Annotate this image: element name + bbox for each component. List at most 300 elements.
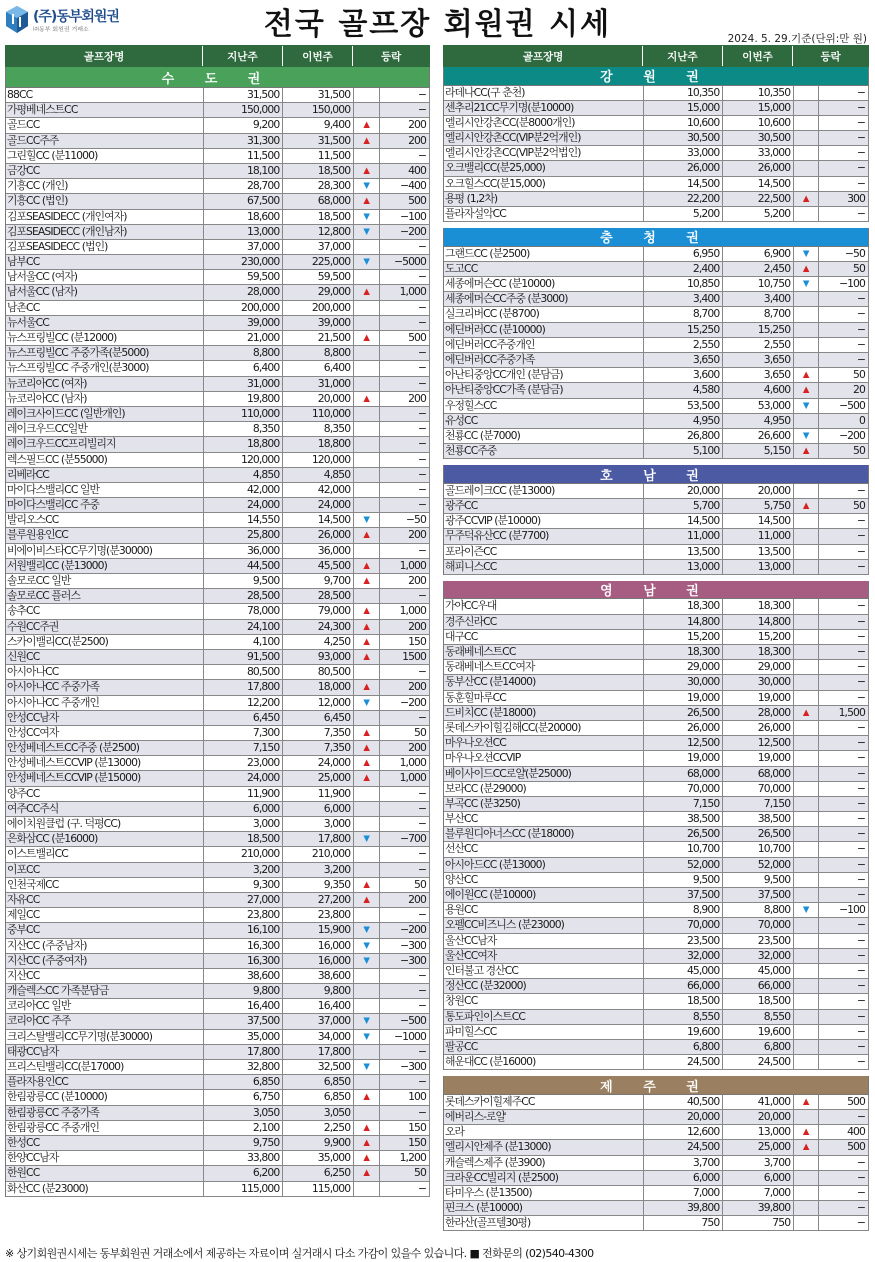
table-row	[444, 1186, 869, 1201]
change-value: −100	[819, 277, 869, 291]
this-week-price: 6,250	[283, 1166, 354, 1180]
change-value: −1000	[380, 1030, 430, 1044]
change-value: −	[819, 736, 869, 750]
trend-cell	[794, 934, 819, 948]
prev-week-price: 37,500	[204, 1014, 284, 1028]
club-name: 기흥CC (개인)	[6, 179, 204, 193]
change-value: 200	[380, 528, 430, 542]
table-row	[444, 1201, 869, 1216]
table-row	[444, 615, 869, 630]
prev-week-price: 15,250	[644, 323, 724, 337]
table-row	[444, 560, 869, 575]
prev-week-price: 45,000	[644, 964, 724, 978]
prev-week-price: 24,000	[204, 498, 284, 512]
prev-week-price: 11,900	[204, 787, 284, 801]
up-arrow-icon: ▲	[354, 650, 380, 664]
change-value: −	[819, 560, 869, 574]
club-name: 은화삼CC (분16000)	[6, 832, 204, 846]
club-name: 우정힐스CC	[444, 399, 644, 413]
club-name: 천룡CC주중	[444, 444, 644, 458]
prev-week-price: 750	[644, 1216, 724, 1230]
prev-week-price: 9,500	[204, 574, 284, 588]
table-row	[6, 240, 430, 255]
club-name: 88CC	[6, 88, 204, 102]
change-value: 300	[819, 192, 869, 206]
club-name: 도고CC	[444, 262, 644, 276]
up-arrow-icon: ▲	[794, 1140, 819, 1154]
prev-week-price: 68,000	[644, 767, 724, 781]
page-header	[0, 0, 875, 44]
prev-week-price: 12,600	[644, 1125, 724, 1139]
change-value: −200	[380, 225, 430, 239]
change-value: 200	[380, 620, 430, 634]
table-row	[6, 1182, 430, 1197]
trend-cell	[354, 544, 380, 558]
this-week-price: 38,500	[723, 812, 794, 826]
change-value: −	[819, 161, 869, 175]
club-name: 오라	[444, 1125, 644, 1139]
club-name: 캐슬렉스CC 가족분담금	[6, 984, 204, 998]
table-row	[6, 620, 430, 635]
prev-week-price: 7,000	[644, 1186, 724, 1200]
down-arrow-icon: ▼	[354, 923, 380, 937]
table-row	[6, 741, 430, 756]
table-row	[444, 903, 869, 918]
this-week-price: 28,000	[723, 706, 794, 720]
club-name: 캐슬렉스제주 (분3900)	[444, 1156, 644, 1170]
prev-week-price: 8,350	[204, 422, 284, 436]
trend-cell	[794, 736, 819, 750]
prev-week-price: 4,580	[644, 383, 724, 397]
this-week-price: 9,900	[283, 1136, 354, 1150]
this-week-price: 32,000	[723, 949, 794, 963]
club-name: 오크밸리CC(분25,000)	[444, 161, 644, 175]
down-arrow-icon: ▼	[794, 399, 819, 413]
club-name: 에이치원클럽 (구. 덕평CC)	[6, 817, 204, 831]
this-week-price: 8,350	[283, 422, 354, 436]
prev-week-price: 9,300	[204, 878, 284, 892]
this-week-price: 3,400	[723, 292, 794, 306]
club-name: 아난티중앙CC가족 (분담금)	[444, 383, 644, 397]
trend-cell	[794, 675, 819, 689]
club-name: 솔모로CC 일반	[6, 574, 204, 588]
trend-cell	[354, 589, 380, 603]
this-week-price: 59,500	[283, 270, 354, 284]
prev-week-price: 24,500	[644, 1055, 724, 1069]
change-value: −500	[819, 399, 869, 413]
trend-cell	[794, 1171, 819, 1185]
table-row	[6, 817, 430, 832]
this-week-price: 24,300	[283, 620, 354, 634]
change-value: −5000	[380, 255, 430, 269]
table-row	[444, 675, 869, 690]
down-arrow-icon: ▼	[794, 903, 819, 917]
this-week-price: 17,800	[283, 832, 354, 846]
change-value: −	[380, 453, 430, 467]
club-name: 남부CC	[6, 255, 204, 269]
table-row	[444, 858, 869, 873]
prev-week-price: 2,100	[204, 1121, 284, 1135]
this-week-price: 6,850	[283, 1075, 354, 1089]
change-value: 50	[380, 878, 430, 892]
club-name: 중부CC	[6, 923, 204, 937]
change-value: −200	[380, 696, 430, 710]
club-name: 에딘버러CC주중개인	[444, 338, 644, 352]
this-week-price: 35,000	[283, 1151, 354, 1165]
this-week-price: 39,000	[283, 316, 354, 330]
club-name: 동훈힐마루CC	[444, 691, 644, 705]
trend-cell	[354, 316, 380, 330]
club-name: 경주신라CC	[444, 615, 644, 629]
prev-week-price: 18,600	[204, 210, 284, 224]
club-name: 송추CC	[6, 604, 204, 618]
club-name: 가야CC우대	[444, 599, 644, 613]
trend-cell	[794, 207, 819, 221]
this-week-price: 20,000	[723, 1110, 794, 1124]
club-name: 보라CC (분29000)	[444, 782, 644, 796]
this-week-price: 68,000	[283, 194, 354, 208]
this-week-price: 41,000	[723, 1095, 794, 1109]
this-week-price: 12,000	[283, 696, 354, 710]
up-arrow-icon: ▲	[794, 706, 819, 720]
change-value: −	[819, 888, 869, 902]
this-week-price: 4,850	[283, 468, 354, 482]
this-week-price: 15,200	[723, 630, 794, 644]
change-value: −	[819, 949, 869, 963]
table-row	[444, 660, 869, 675]
table-row	[6, 650, 430, 665]
club-name: 크라운CC빌리지 (분2500)	[444, 1171, 644, 1185]
prev-week-price: 33,800	[204, 1151, 284, 1165]
prev-week-price: 210,000	[204, 847, 284, 861]
table-row	[444, 782, 869, 797]
prev-week-price: 66,000	[644, 979, 724, 993]
this-week-price: 93,000	[283, 650, 354, 664]
trend-cell	[354, 863, 380, 877]
prev-week-price: 13,000	[204, 225, 284, 239]
prev-week-price: 3,050	[204, 1106, 284, 1120]
change-value: −	[380, 802, 430, 816]
this-week-price: 3,000	[283, 817, 354, 831]
this-week-price: 11,000	[723, 529, 794, 543]
table-row	[6, 194, 430, 209]
this-week-price: 33,000	[723, 146, 794, 160]
club-name: 한림광릉CC 주중가족	[6, 1106, 204, 1120]
up-arrow-icon: ▲	[794, 1125, 819, 1139]
table-row	[444, 1095, 869, 1110]
table-row	[444, 353, 869, 368]
table-row	[6, 392, 430, 407]
table-row	[444, 1055, 869, 1070]
club-name: 한라산(골프텔30평)	[444, 1216, 644, 1230]
prev-week-price: 3,600	[644, 368, 724, 382]
table-row	[444, 1140, 869, 1155]
table-row	[6, 179, 430, 194]
this-week-price: 22,500	[723, 192, 794, 206]
up-arrow-icon: ▲	[354, 1121, 380, 1135]
this-week-price: 6,000	[723, 1171, 794, 1185]
this-week-price: 26,000	[723, 721, 794, 735]
this-week-price: 38,600	[283, 969, 354, 983]
region-header: 수 도 권	[5, 67, 430, 88]
change-value: 0	[819, 414, 869, 428]
change-value: −100	[380, 210, 430, 224]
club-name: 서원밸리CC (분13000)	[6, 559, 204, 573]
this-week-price: 34,000	[283, 1030, 354, 1044]
prev-week-price: 2,400	[644, 262, 724, 276]
table-row	[444, 262, 869, 277]
club-name: 코리아CC 일반	[6, 999, 204, 1013]
change-value: −	[819, 797, 869, 811]
up-arrow-icon: ▲	[354, 118, 380, 132]
this-week-price: 14,500	[723, 514, 794, 528]
this-week-price: 27,200	[283, 893, 354, 907]
this-week-price: 3,050	[283, 1106, 354, 1120]
trend-cell	[794, 812, 819, 826]
change-value: −	[819, 660, 869, 674]
this-week-price: 2,250	[283, 1121, 354, 1135]
change-value: −	[380, 787, 430, 801]
this-week-price: 10,600	[723, 116, 794, 130]
down-arrow-icon: ▼	[354, 255, 380, 269]
up-arrow-icon: ▲	[794, 192, 819, 206]
club-name: 자유CC	[6, 893, 204, 907]
prev-week-price: 42,000	[204, 483, 284, 497]
prev-week-price: 3,400	[644, 292, 724, 306]
table-row	[6, 756, 430, 771]
club-name: 제일CC	[6, 908, 204, 922]
down-arrow-icon: ▼	[354, 696, 380, 710]
club-name: 김포SEASIDECC (개인남자)	[6, 225, 204, 239]
this-week-price: 28,300	[283, 179, 354, 193]
this-week-price: 24,000	[283, 756, 354, 770]
trend-cell	[794, 1216, 819, 1230]
this-week-price: 24,500	[723, 1055, 794, 1069]
this-week-price: 70,000	[723, 918, 794, 932]
club-name: 골드CC	[6, 118, 204, 132]
this-week-price: 225,000	[283, 255, 354, 269]
club-name: 크리스탈밸리CC무기명(분30000)	[6, 1030, 204, 1044]
column-name: 골프장명	[6, 46, 203, 66]
prev-week-price: 8,900	[644, 903, 724, 917]
this-week-price: 750	[723, 1216, 794, 1230]
club-name: 가평베네스트CC	[6, 103, 204, 117]
change-value: −	[819, 1201, 869, 1215]
prev-week-price: 67,500	[204, 194, 284, 208]
region-header: 강 원 권	[443, 67, 869, 86]
this-week-price: 37,000	[283, 1014, 354, 1028]
change-value: 400	[819, 1125, 869, 1139]
prev-week-price: 19,000	[644, 751, 724, 765]
change-value: −	[819, 1025, 869, 1039]
prev-week-price: 10,350	[644, 86, 724, 100]
change-value: 50	[380, 726, 430, 740]
trend-cell	[354, 483, 380, 497]
trend-cell	[354, 984, 380, 998]
this-week-price: 18,500	[283, 210, 354, 224]
table-row	[6, 847, 430, 862]
table-row	[6, 164, 430, 179]
club-name: 블루원디아너스CC (분18000)	[444, 827, 644, 841]
table-row	[6, 604, 430, 619]
table-row	[6, 88, 430, 103]
up-arrow-icon: ▲	[354, 392, 380, 406]
this-week-price: 12,500	[723, 736, 794, 750]
this-week-price: 13,500	[723, 545, 794, 559]
table-row	[444, 934, 869, 949]
table-row	[444, 247, 869, 262]
this-week-price: 14,800	[723, 615, 794, 629]
this-week-price: 36,000	[283, 544, 354, 558]
this-week-price: 26,000	[723, 161, 794, 175]
change-value: 200	[380, 741, 430, 755]
table-row	[6, 468, 430, 483]
this-week-price: 32,500	[283, 1060, 354, 1074]
prev-week-price: 20,000	[644, 1110, 724, 1124]
club-name: 아시아나CC 주중개인	[6, 696, 204, 710]
prev-week-price: 5,100	[644, 444, 724, 458]
this-week-price: 8,550	[723, 1010, 794, 1024]
change-value: −	[819, 645, 869, 659]
prev-week-price: 16,100	[204, 923, 284, 937]
this-week-price: 3,200	[283, 863, 354, 877]
table-row	[6, 787, 430, 802]
table-row	[6, 574, 430, 589]
club-name: 레이크우드CC일반	[6, 422, 204, 436]
up-arrow-icon: ▲	[354, 771, 380, 785]
club-name: 용원CC	[444, 903, 644, 917]
club-name: 드비치CC (분18000)	[444, 706, 644, 720]
column-prev-week: 지난주	[203, 46, 283, 66]
club-name: 타미우스 (분13500)	[444, 1186, 644, 1200]
trend-cell	[354, 802, 380, 816]
prev-week-price: 22,200	[644, 192, 724, 206]
prev-week-price: 53,500	[644, 399, 724, 413]
this-week-price: 23,800	[283, 908, 354, 922]
change-value: −	[380, 270, 430, 284]
change-value: −	[819, 751, 869, 765]
club-name: 아시아드CC (분13000)	[444, 858, 644, 872]
change-value: −	[819, 1156, 869, 1170]
prev-week-price: 14,500	[644, 514, 724, 528]
trend-cell	[354, 1182, 380, 1196]
this-week-price: 20,000	[283, 392, 354, 406]
footer-note: ※ 상기회원권시세는 동부회원권 거래소에서 제공하는 자료이며 실거래시 다소 가감이 있을수 있습니다. ■ 전화문의 (02)540-4300	[5, 1247, 594, 1260]
change-value: −	[819, 146, 869, 160]
table-row	[6, 118, 430, 133]
prev-week-price: 110,000	[204, 407, 284, 421]
club-name: 뉴스프링빌CC 주중개인(분3000)	[6, 361, 204, 375]
prev-week-price: 32,000	[644, 949, 724, 963]
this-week-price: 19,000	[723, 691, 794, 705]
club-name: 뉴코리아CC (남자)	[6, 392, 204, 406]
table-row	[6, 1030, 430, 1045]
club-name: 동래베네스트CC여자	[444, 660, 644, 674]
table-row	[6, 513, 430, 528]
up-arrow-icon: ▲	[354, 726, 380, 740]
trend-cell	[354, 346, 380, 360]
table-row	[6, 1075, 430, 1090]
this-week-price: 4,950	[723, 414, 794, 428]
table-row	[444, 751, 869, 766]
trend-cell	[354, 240, 380, 254]
this-week-price: 21,500	[283, 331, 354, 345]
prev-week-price: 25,800	[204, 528, 284, 542]
club-name: 뉴서울CC	[6, 316, 204, 330]
trend-cell	[354, 407, 380, 421]
change-value: 200	[380, 893, 430, 907]
table-row	[6, 696, 430, 711]
table-row	[444, 1010, 869, 1025]
change-value: −	[380, 908, 430, 922]
trend-cell	[354, 908, 380, 922]
club-name: 부곡CC (분3250)	[444, 797, 644, 811]
prev-week-price: 59,500	[204, 270, 284, 284]
prev-week-price: 31,300	[204, 134, 284, 148]
club-name: 해피니스CC	[444, 560, 644, 574]
prev-week-price: 4,100	[204, 635, 284, 649]
table-row	[444, 338, 869, 353]
change-value: −	[380, 437, 430, 451]
this-week-price: 7,000	[723, 1186, 794, 1200]
column-change: 등락	[381, 50, 402, 63]
trend-cell	[794, 414, 819, 428]
club-name: 엘리시안강촌CC(VIP분2억법인)	[444, 146, 644, 160]
club-name: 오펠CC비즈니스 (분23000)	[444, 918, 644, 932]
prev-week-price: 24,500	[644, 1140, 724, 1154]
club-name: 안성CC남자	[6, 711, 204, 725]
prev-week-price: 6,400	[204, 361, 284, 375]
trend-cell	[794, 691, 819, 705]
table-row	[6, 1045, 430, 1060]
club-name: 베이사이드CC로얄(분25000)	[444, 767, 644, 781]
change-value: −	[819, 1186, 869, 1200]
prev-week-price: 8,550	[644, 1010, 724, 1024]
club-name: 인천국제CC	[6, 878, 204, 892]
table-row	[6, 771, 430, 786]
trend-cell	[794, 161, 819, 175]
club-name: 신원CC	[6, 650, 204, 664]
change-value: −200	[380, 923, 430, 937]
change-value: 1,000	[380, 756, 430, 770]
change-value: −	[819, 767, 869, 781]
table-row	[444, 307, 869, 322]
trend-cell	[794, 858, 819, 872]
change-value: −	[819, 934, 869, 948]
up-arrow-icon: ▲	[354, 604, 380, 618]
prev-week-price: 26,000	[644, 161, 724, 175]
change-value: −300	[380, 954, 430, 968]
trend-cell	[794, 827, 819, 841]
club-name: 플라자설악CC	[444, 207, 644, 221]
table-row	[444, 888, 869, 903]
prev-week-price: 15,000	[644, 101, 724, 115]
this-week-price: 24,000	[283, 498, 354, 512]
change-value: −	[819, 86, 869, 100]
table-row	[6, 210, 430, 225]
prev-week-price: 7,300	[204, 726, 284, 740]
trend-cell	[794, 86, 819, 100]
change-value: −300	[380, 1060, 430, 1074]
up-arrow-icon: ▲	[354, 574, 380, 588]
table-row	[6, 939, 430, 954]
club-name: 실크리버CC (분8700)	[444, 307, 644, 321]
club-name: 남서울CC (여자)	[6, 270, 204, 284]
club-name: 센추리21CC무기명(분10000)	[444, 101, 644, 115]
change-value: 1,500	[819, 706, 869, 720]
table-row	[444, 146, 869, 161]
table-row	[6, 498, 430, 513]
